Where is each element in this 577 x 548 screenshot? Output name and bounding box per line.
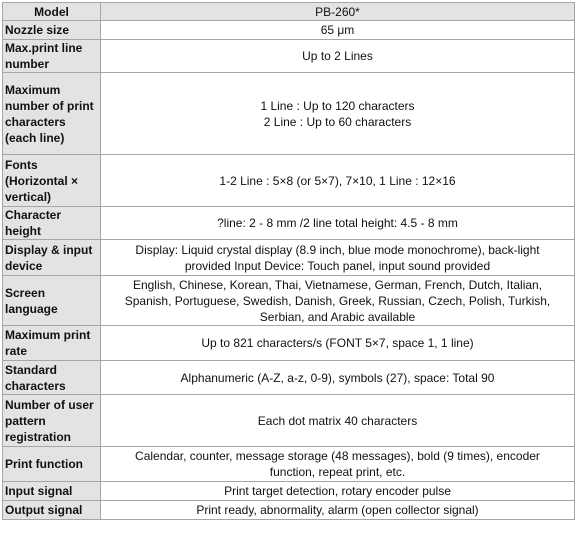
table-row (3, 326, 575, 361)
table-row (3, 21, 575, 40)
row-label: Standard characters (3, 361, 101, 395)
row-value: Print target detection, rotary encoder pulse (101, 482, 575, 501)
row-value: English, Chinese, Korean, Thai, Vietnamese, German, French, Dutch, Italian, Spanish, Portuguese, Swedish, Danish, Greek, Russian, Czech, Polish, Turkish, Serbian, and Arabic available (101, 276, 575, 326)
table-row (3, 40, 575, 73)
table-row (3, 501, 575, 520)
table-row (3, 276, 575, 326)
row-label: Nozzle size (3, 21, 101, 40)
spec-table (2, 2, 575, 520)
table-row (3, 207, 575, 240)
table-row (3, 73, 575, 155)
row-value: 65 μm (101, 21, 575, 40)
table-row (3, 155, 575, 207)
row-label: Max.print line number (3, 40, 101, 73)
row-label: Number of user pattern registration (3, 395, 101, 447)
row-value: Display: Liquid crystal display (8.9 inch, blue mode monochrome), back-light provided Input Device: Touch panel, input sound provided (101, 240, 575, 276)
row-value: Up to 821 characters/s (FONT 5×7, space 1, 1 line) (101, 326, 575, 361)
row-label: Input signal (3, 482, 101, 501)
row-value: 1-2 Line : 5×8 (or 5×7), 7×10, 1 Line : 12×16 (101, 155, 575, 207)
row-label: Fonts (Horizontal × vertical) (3, 155, 101, 207)
table-row (3, 447, 575, 482)
row-label: Maximum print rate (3, 326, 101, 361)
table-row (3, 482, 575, 501)
table-row (3, 395, 575, 447)
table-header-row (3, 3, 575, 21)
row-label: Output signal (3, 501, 101, 520)
row-value: Each dot matrix 40 characters (101, 395, 575, 447)
row-value: Up to 2 Lines (101, 40, 575, 73)
row-value: ?line: 2 - 8 mm /2 line total height: 4.5 - 8 mm (101, 207, 575, 240)
model-value: PB-260* (101, 3, 575, 21)
row-label: Maximum number of print characters (each line) (3, 73, 101, 155)
row-value: Alphanumeric (A-Z, a-z, 0-9), symbols (27), space: Total 90 (101, 361, 575, 395)
row-label: Print function (3, 447, 101, 482)
table-row (3, 240, 575, 276)
row-value: 1 Line : Up to 120 characters 2 Line : Up to 60 characters (101, 73, 575, 155)
header-label: Model (3, 3, 101, 21)
row-value: Calendar, counter, message storage (48 messages), bold (9 times), encoder function, repeat print, etc. (101, 447, 575, 482)
spec-table-container (2, 2, 574, 520)
row-value: Print ready, abnormality, alarm (open collector signal) (101, 501, 575, 520)
row-label: Screen language (3, 276, 101, 326)
row-label: Display & input device (3, 240, 101, 276)
row-label: Character height (3, 207, 101, 240)
table-row (3, 361, 575, 395)
